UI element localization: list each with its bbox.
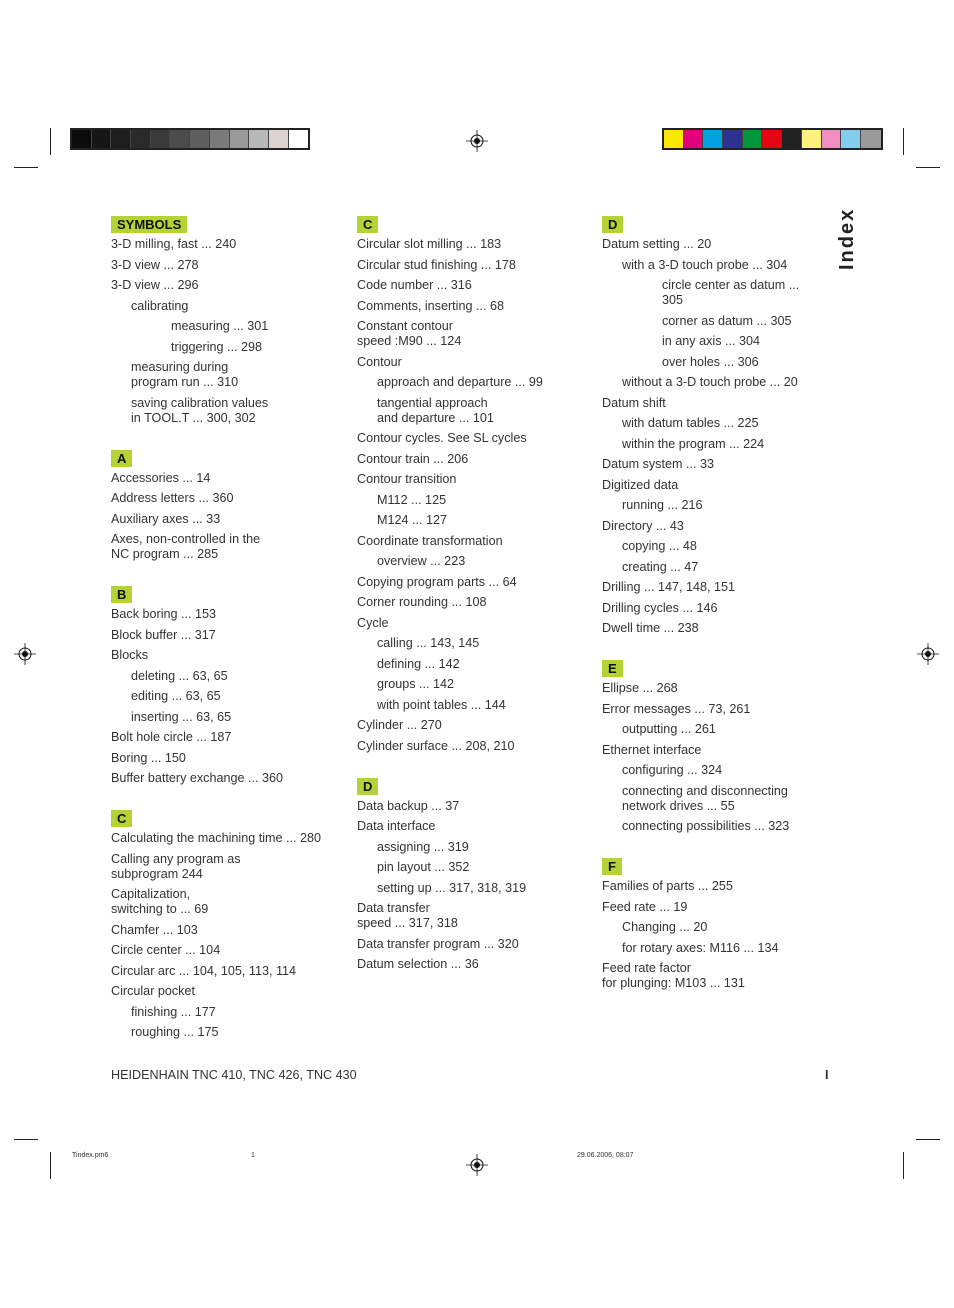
section-letter: E	[602, 660, 623, 677]
index-entry: Contour train ... 206	[357, 451, 469, 466]
index-entry: inserting ... 63, 65	[131, 709, 232, 724]
registration-mark-right-icon	[917, 643, 939, 665]
section-letter: B	[111, 586, 132, 603]
index-entry: Drilling ... 147, 148, 151	[602, 580, 736, 594]
index-column-1	[111, 216, 347, 1064]
index-entry: 3-D view ... 296	[111, 278, 199, 292]
gray-scale-bar	[70, 128, 310, 150]
index-entry: saving calibration values in TOOL.T ... 300, 302	[131, 395, 269, 425]
index-entry: calling ... 143, 145	[377, 636, 480, 650]
index-entry: 3-D view ... 278	[111, 257, 199, 272]
index-entry: Changing ... 20	[622, 920, 708, 934]
index-entry: M112 ... 125	[377, 492, 447, 507]
index-entry: Buffer battery exchange ... 360	[111, 771, 283, 785]
slug-file: Tindex.pm6	[72, 1152, 109, 1159]
crop-mark-bottom-right-horizontal	[916, 1139, 940, 1140]
index-entry: groups ... 142	[377, 677, 455, 691]
index-entry: Comments, inserting ... 68	[357, 298, 504, 313]
index-entry: corner as datum ... 305	[662, 313, 792, 328]
color-swatch	[151, 130, 171, 148]
index-entry: Datum setting ... 20	[602, 237, 712, 251]
index-entry: editing ... 63, 65	[131, 689, 221, 703]
index-entry: without a 3-D touch probe ... 20	[622, 375, 798, 389]
index-entry: Datum system ... 33	[602, 457, 714, 471]
color-swatch	[131, 130, 151, 148]
index-entry: connecting possibilities ... 323	[622, 819, 790, 833]
index-entry: Feed rate factor for plunging: M103 ... 131	[602, 961, 745, 990]
registration-mark-bottom-icon	[466, 1154, 488, 1176]
index-section	[357, 216, 593, 754]
index-entry: with datum tables ... 225	[622, 416, 759, 430]
crop-mark-top-right-horizontal	[916, 167, 940, 168]
index-entry: outputting ... 261	[622, 722, 716, 736]
section-letter: C	[111, 810, 132, 827]
index-entry: Corner rounding ... 108	[357, 595, 487, 609]
color-swatch	[743, 130, 763, 148]
index-entry: deleting ... 63, 65	[131, 668, 228, 683]
index-entry: over holes ... 306	[662, 354, 759, 369]
index-entry: assigning ... 319	[377, 839, 469, 854]
index-entry: Cycle	[357, 615, 389, 630]
index-entry: Blocks	[111, 648, 149, 662]
index-entry: with point tables ... 144	[377, 697, 506, 712]
footer-product: HEIDENHAIN TNC 410, TNC 426, TNC 430	[111, 1068, 357, 1082]
index-entry: Axes, non-controlled in the NC program ... 285	[111, 532, 261, 561]
index-entry: M124 ... 127	[377, 513, 448, 527]
index-entry: approach and departure ... 99	[377, 375, 543, 389]
slug-datetime: 29.06.2006, 08:07	[577, 1152, 634, 1159]
section-letter: D	[357, 778, 378, 795]
color-swatch	[684, 130, 704, 148]
index-entry: overview ... 223	[377, 554, 466, 568]
index-entry: Capitalization, switching to ... 69	[111, 887, 209, 916]
index-entry: pin layout ... 352	[377, 860, 470, 874]
color-swatch	[861, 130, 881, 148]
color-swatch	[782, 130, 802, 148]
index-entry: Data transfer program ... 320	[357, 936, 519, 951]
registration-mark-left-icon	[14, 643, 36, 665]
index-column-3	[602, 216, 838, 1015]
index-section	[602, 660, 838, 834]
index-entry: Address letters ... 360	[111, 491, 234, 505]
color-swatch	[72, 130, 92, 148]
index-entry: Directory ... 43	[602, 518, 684, 533]
index-entry: calibrating	[131, 298, 189, 313]
index-section	[357, 778, 593, 973]
color-swatch	[170, 130, 190, 148]
index-entry: Contour cycles. See SL cycles	[357, 431, 527, 445]
section-letter: D	[602, 216, 623, 233]
index-entry: in any axis ... 304	[662, 334, 761, 348]
index-entry: Data interface	[357, 819, 436, 833]
index-entry: setting up ... 317, 318, 319	[377, 880, 527, 895]
index-entry: defining ... 142	[377, 656, 460, 671]
index-entry: 3-D milling, fast ... 240	[111, 237, 237, 251]
index-entry: Auxiliary axes ... 33	[111, 511, 221, 526]
color-swatch	[802, 130, 822, 148]
index-entry: Feed rate ... 19	[602, 899, 688, 914]
index-entry: Bolt hole circle ... 187	[111, 730, 232, 744]
index-entry: Circular slot milling ... 183	[357, 237, 502, 251]
index-entry: measuring during program run ... 310	[131, 360, 239, 389]
index-entry: configuring ... 324	[622, 763, 723, 777]
page-title: Index	[836, 207, 858, 270]
index-entry: Contour	[357, 354, 402, 369]
index-section	[111, 810, 347, 1040]
index-entry: Back boring ... 153	[111, 607, 217, 621]
index-section	[602, 858, 838, 991]
index-entry: triggering ... 298	[171, 339, 263, 354]
index-entry: for rotary axes: M116 ... 134	[622, 940, 779, 955]
color-swatch	[723, 130, 743, 148]
crop-mark-bottom-right-vertical	[903, 1152, 904, 1179]
color-swatch	[289, 130, 309, 148]
section-letter: F	[602, 858, 622, 875]
index-section	[111, 450, 347, 563]
index-column-2	[357, 216, 593, 996]
index-section	[111, 216, 347, 426]
crop-mark-top-right-vertical	[903, 128, 904, 155]
index-entry: Cylinder ... 270	[357, 718, 442, 732]
section-letter: C	[357, 216, 378, 233]
index-section	[111, 586, 347, 786]
index-entry: Accessories ... 14	[111, 470, 211, 485]
index-entry: Block buffer ... 317	[111, 627, 216, 642]
index-entry: Families of parts ... 255	[602, 879, 733, 893]
color-swatch	[841, 130, 861, 148]
index-entry: connecting and disconnecting network drives ... 55	[622, 783, 788, 813]
index-entry: Datum selection ... 36	[357, 957, 479, 971]
index-entry: Datum shift	[602, 395, 666, 410]
index-entry: Chamfer ... 103	[111, 922, 198, 937]
index-entry: Coordinate transformation	[357, 533, 503, 548]
crop-mark-bottom-left-horizontal	[14, 1139, 38, 1140]
process-color-bar	[662, 128, 883, 150]
index-entry: Ethernet interface	[602, 742, 702, 757]
index-entry: tangential approach and departure ... 101	[377, 395, 494, 425]
index-section	[602, 216, 838, 636]
index-entry: Calculating the machining time ... 280	[111, 831, 322, 845]
color-swatch	[190, 130, 210, 148]
section-letter: SYMBOLS	[111, 216, 187, 233]
registration-mark-top-icon	[466, 130, 488, 152]
index-entry: Circular arc ... 104, 105, 113, 114	[111, 963, 297, 978]
color-swatch	[269, 130, 289, 148]
crop-mark-top-left-horizontal	[14, 167, 38, 168]
index-entry: Contour transition	[357, 472, 457, 486]
index-entry: Drilling cycles ... 146	[602, 600, 718, 615]
index-entry: Boring ... 150	[111, 750, 186, 765]
index-entry: Ellipse ... 268	[602, 681, 678, 695]
index-entry: Digitized data	[602, 477, 679, 492]
index-entry: Circular stud finishing ... 178	[357, 257, 516, 272]
section-letter: A	[111, 450, 132, 467]
color-swatch	[210, 130, 230, 148]
color-swatch	[230, 130, 250, 148]
index-entry: Error messages ... 73, 261	[602, 701, 751, 716]
color-swatch	[822, 130, 842, 148]
crop-mark-bottom-left-vertical	[50, 1152, 51, 1179]
color-swatch	[762, 130, 782, 148]
index-entry: finishing ... 177	[131, 1004, 216, 1019]
color-swatch	[664, 130, 684, 148]
index-entry: with a 3-D touch probe ... 304	[622, 257, 788, 272]
index-entry: Data backup ... 37	[357, 798, 460, 813]
index-entry: Copying program parts ... 64	[357, 574, 517, 589]
index-entry: Circle center ... 104	[111, 943, 221, 957]
slug-page: 1	[251, 1152, 255, 1159]
index-entry: running ... 216	[622, 498, 703, 512]
crop-mark-top-left-vertical	[50, 128, 51, 155]
index-entry: roughing ... 175	[131, 1025, 219, 1039]
index-entry: Code number ... 316	[357, 278, 472, 292]
index-entry: Circular pocket	[111, 984, 195, 998]
index-entry: measuring ... 301	[171, 319, 269, 333]
color-swatch	[92, 130, 112, 148]
index-entry: Data transfer speed ... 317, 318	[357, 901, 458, 930]
index-entry: Constant contour speed :M90 ... 124	[357, 319, 462, 348]
footer-page-number: I	[825, 1068, 829, 1082]
color-swatch	[703, 130, 723, 148]
index-entry: creating ... 47	[622, 559, 699, 574]
index-entry: copying ... 48	[622, 539, 697, 553]
index-entry: within the program ... 224	[622, 436, 765, 451]
index-entry: circle center as datum ... 305	[662, 278, 800, 307]
color-swatch	[249, 130, 269, 148]
index-entry: Cylinder surface ... 208, 210	[357, 738, 515, 753]
color-swatch	[111, 130, 131, 148]
index-entry: Calling any program as subprogram 244	[111, 851, 241, 881]
index-entry: Dwell time ... 238	[602, 621, 699, 635]
